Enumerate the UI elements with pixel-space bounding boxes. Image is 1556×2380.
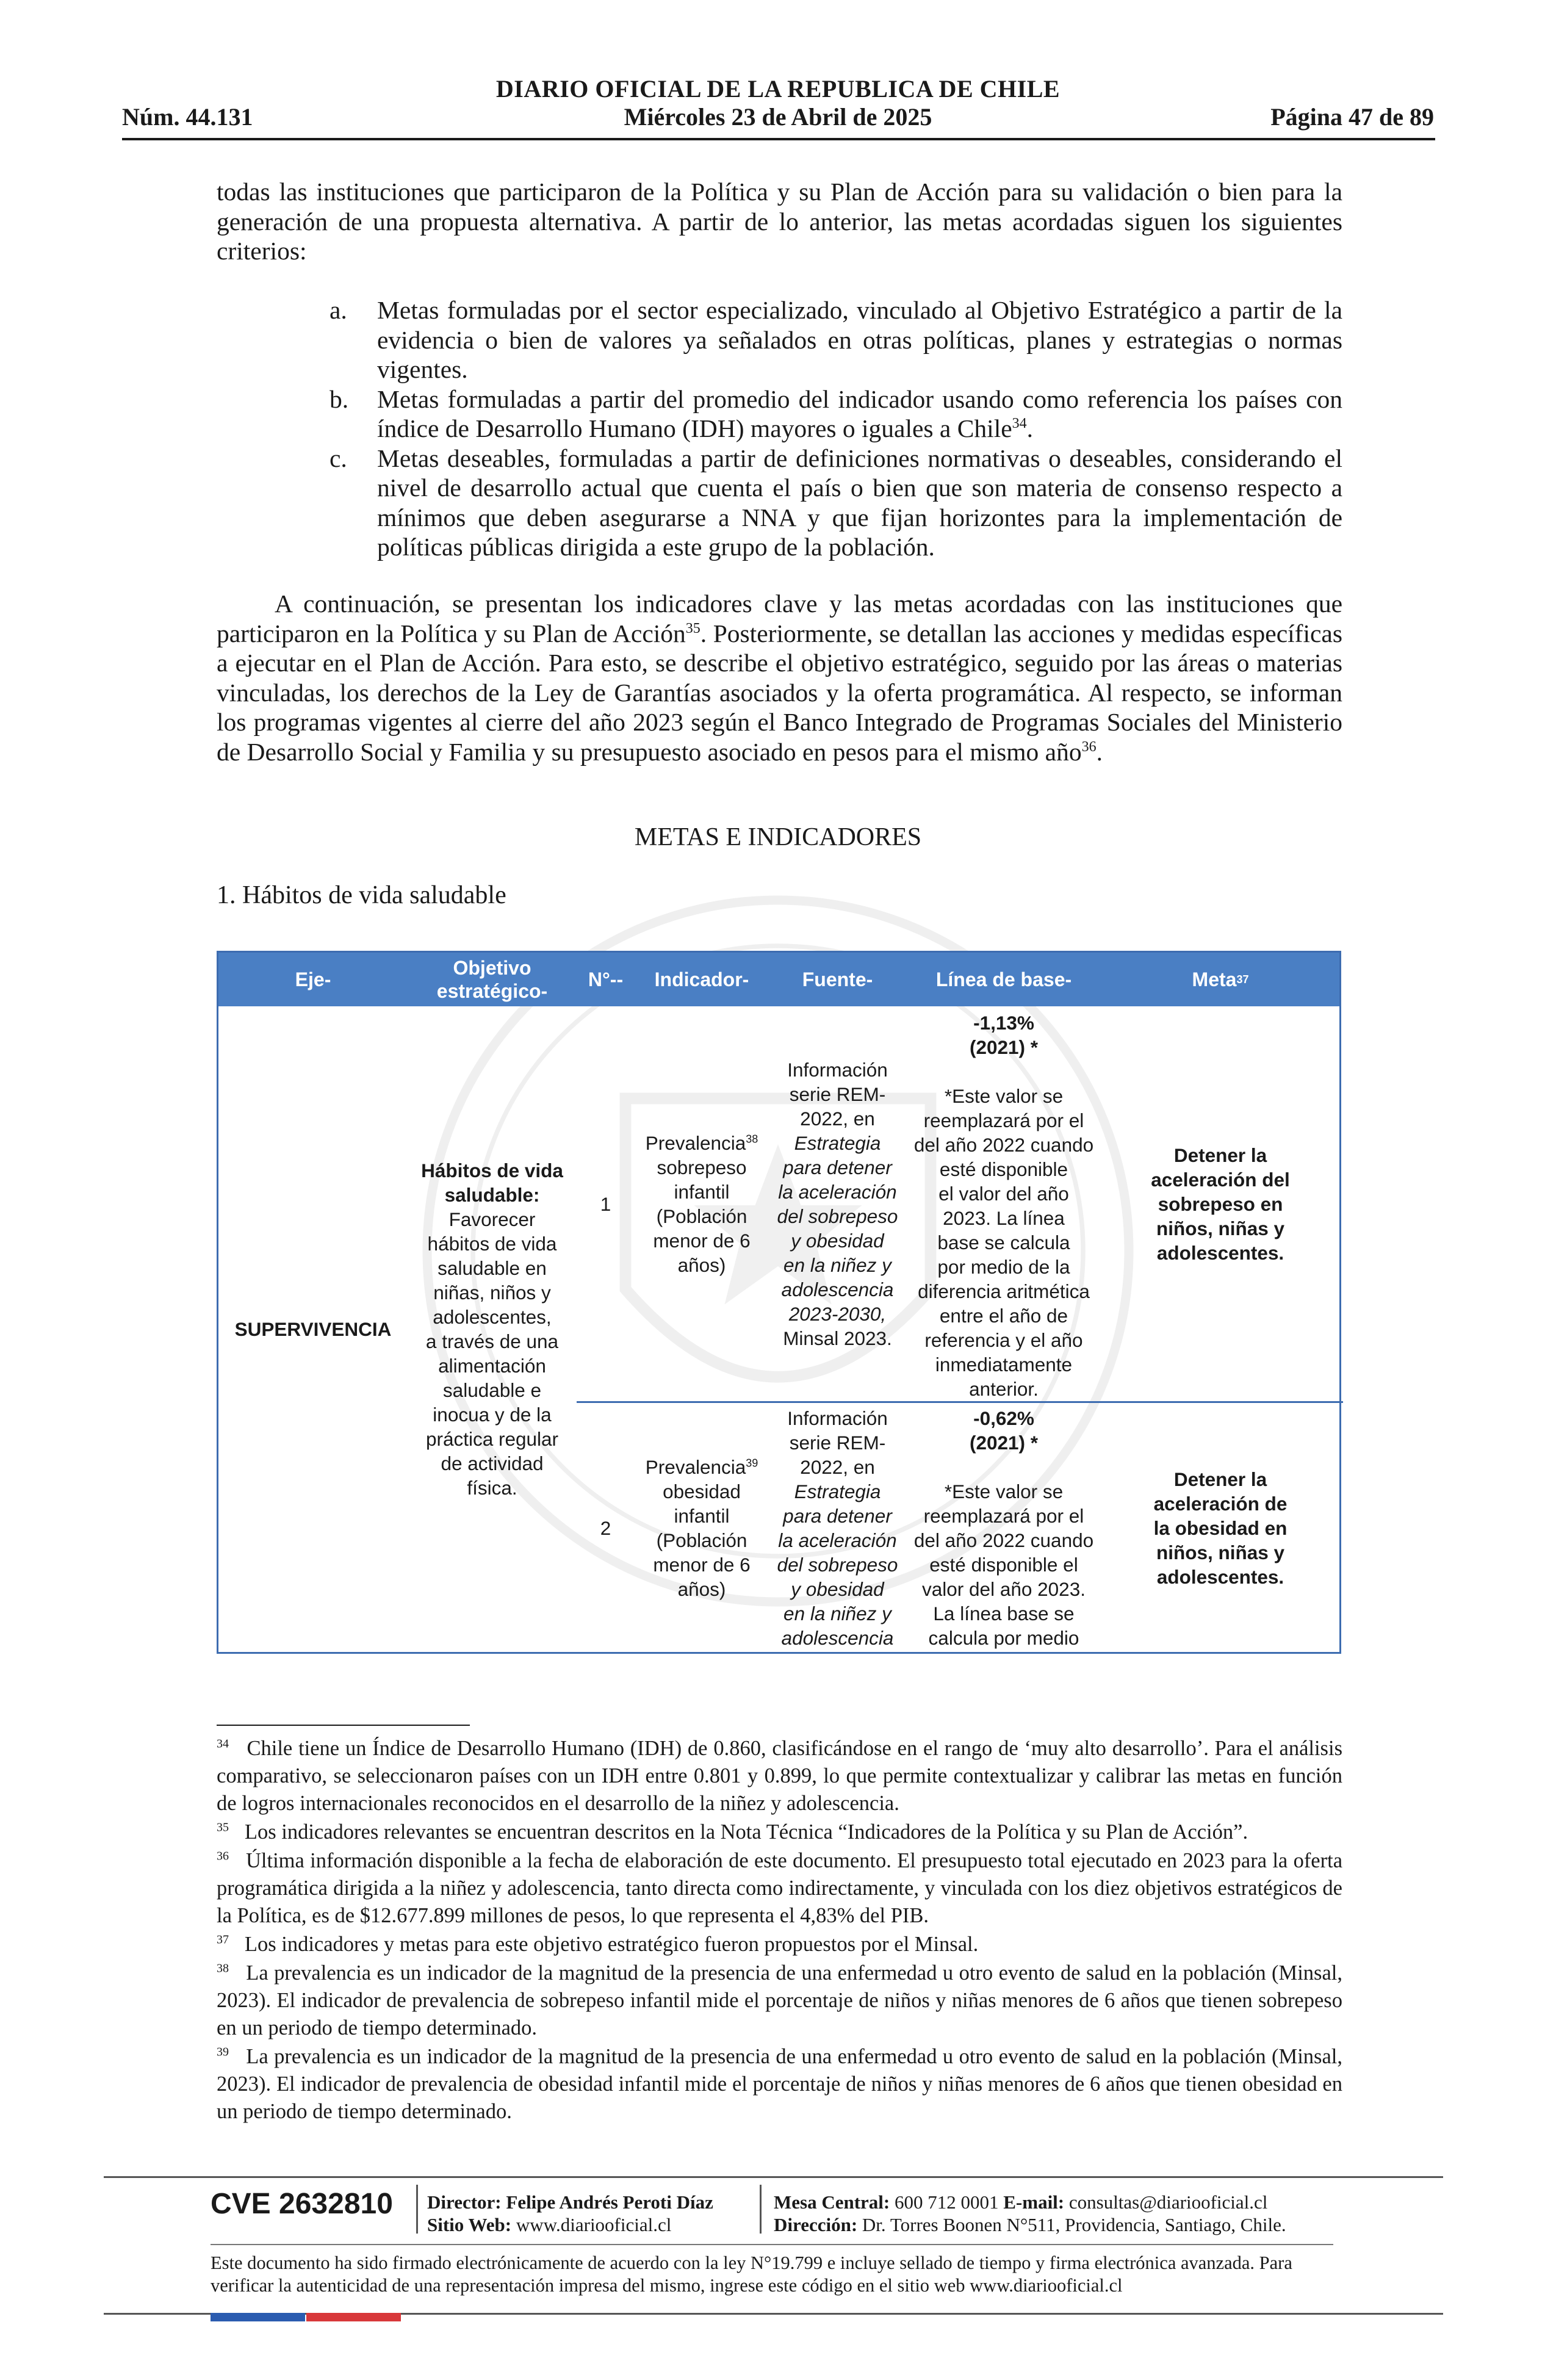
footer-divider: [760, 2185, 762, 2234]
table-header: [218, 953, 1339, 1006]
header-indicador: Indicador-: [654, 968, 749, 990]
footer-contact-block: Mesa Central: 600 712 0001 E-mail: consultas@diariooficial.cl Dirección: Dr. Torres Boonen N°511, Providencia, Santiago, Chile.: [774, 2191, 1286, 2235]
cve-code: CVE 2632810: [211, 2188, 393, 2220]
footnotes: [217, 1735, 1342, 2127]
intro-paragraph: [217, 177, 1342, 266]
row2-meta: Detener la aceleración de la obesidad en niños, niñas y adolescentes.: [1153, 1468, 1288, 1588]
header-meta: Meta 37: [1192, 968, 1249, 990]
row1-num: 1: [600, 1192, 611, 1215]
section-title: METAS E INDICADORES: [634, 823, 922, 851]
cell-objetivo: [408, 1006, 577, 1652]
phone: 600 712 0001: [895, 2191, 999, 2213]
footnote-rule: [217, 1725, 470, 1726]
list-item-text: Metas formuladas a partir del promedio del indicador usando como referencia los países con índice de Desarrollo Humano (IDH) mayores o iguales a Chile: [377, 384, 1342, 442]
row1-fuente: Información serie REM- 2022, en Estrategia para detener la aceleración del sobrepeso y obesidad en la niñez y adolescencia 2023-2030, Minsal 2023.: [777, 1058, 898, 1349]
footer-rule: [104, 2176, 1443, 2178]
director-name: Felipe Andrés Peroti Díaz: [506, 2191, 713, 2213]
objetivo-text: Favorecer hábitos de vida saludable en niñas, niños y adolescentes, a través de una alimentación saludable e inocua y de la práctica regular de actividad física.: [425, 1208, 559, 1499]
header-num: N°--: [588, 968, 624, 990]
list-item: [330, 444, 1342, 562]
list-marker: a.: [330, 296, 347, 324]
criteria-list: [330, 295, 1342, 562]
footnote: $^{34}$ Chile tiene un Índice de Desarrollo Humano (IDH) de 0.860, clasificándose en el rango de ‘muy alto desarrollo’. Para el análisis comparativo, se seleccionaron países con un IDH entre 0.801 y 0.899, lo que permite contextualizar y calibrar las metas en función de logros internacionales reconocidos en el desarrollo de la niñez y adolescencia.: [217, 1737, 1342, 1815]
objetivo-title: Hábitos de vida saludable:: [421, 1159, 563, 1206]
list-item-text: Metas deseables, formuladas a partir de definiciones normativas o deseables, considerando el nivel de desarrollo actual que cuenta el país o bien que son materia de consenso respecto a mínimos que deben asegurarse a NNA y que fijan horizontes para la implementación de políticas públicas dirigida a este grupo de la población.: [377, 444, 1342, 561]
indicators-table: [217, 951, 1341, 1654]
footnote: $^{36}$ Última información disponible a la fecha de elaboración de este documento. El presupuesto total ejecutado en 2023 para la oferta programática dirigida a la niñez y adolescencia, tanto directa como indirectamente, y vinculada con los diez objetivos estratégicos de la Política, es de $12.677.899 millones de pesos, lo que representa el 4,83% del PIB.: [217, 1849, 1343, 1927]
issue-date: Miércoles 23 de Abril de 2025: [624, 103, 932, 131]
subsection-title: 1. Hábitos de vida saludable: [217, 881, 506, 909]
footer-separator: [211, 2244, 1333, 2245]
row1-indicador: Prevalencia$^{38}$ sobrepeso infantil (Población menor de 6 años): [645, 1131, 758, 1276]
footnote: $^{39}$ La prevalencia es un indicador de la magnitud de la presencia de una enfermedad u otro evento de salud en la población (Minsal, 2023). El indicador de prevalencia de obesidad infantil mide el porcentaje de niños y niñas menores de 6 años que tienen obesidad en un periodo de tiempo determinado.: [217, 2045, 1342, 2123]
address: Dr. Torres Boonen N°511, Providencia, Santiago, Chile.: [862, 2214, 1286, 2235]
list-item: [330, 295, 1342, 384]
footnote-ref: 36: [1081, 738, 1097, 755]
row1-meta: Detener la aceleración del sobrepeso en niños, niñas y adolescentes.: [1151, 1144, 1290, 1264]
page-number: Página 47 de 89: [1270, 103, 1434, 131]
paragraph-text: .: [1096, 737, 1103, 766]
flag-stripe-red: [306, 2313, 401, 2321]
header-objetivo: Objetivo estratégico-: [436, 957, 548, 1002]
row2-fuente: Información serie REM- 2022, en Estrategia para detener la aceleración del sobrepeso y obesidad en la niñez y adolescencia: [777, 1407, 898, 1649]
list-item: [330, 384, 1342, 444]
row2-indicador: Prevalencia$^{39}$ obesidad infantil (Población menor de 6 años): [645, 1456, 758, 1600]
flag-stripe-blue: [211, 2313, 305, 2321]
row2-num: 2: [600, 1517, 611, 1539]
footnote: $^{37}$ Los indicadores y metas para este objetivo estratégico fueron propuestos por el Minsal.: [217, 1933, 979, 1956]
cell-eje: SUPERVIVENCIA: [234, 1318, 392, 1340]
footnote: $^{35}$ Los indicadores relevantes se encuentran descritos en la Nota Técnica “Indicadores de la Política y su Plan de Acción”.: [217, 1820, 1248, 1844]
footer-divider: [416, 2185, 418, 2234]
footnote: $^{38}$ La prevalencia es un indicador de la magnitud de la presencia de una enfermedad u otro evento de salud en la población (Minsal, 2023). El indicador de prevalencia de sobrepeso infantil mide el porcentaje de niños y niñas menores de 6 años que tienen sobrepeso en un periodo de tiempo determinado.: [217, 1961, 1342, 2039]
list-item-end: .: [1026, 414, 1034, 442]
list-marker: b.: [330, 384, 349, 413]
footer-director-block: Director: Felipe Andrés Peroti Díaz Sitio Web: www.diariooficial.cl: [427, 2191, 713, 2235]
body-paragraph: [217, 589, 1342, 766]
email-link[interactable]: consultas@diariooficial.cl: [1068, 2191, 1268, 2213]
header-linea: Línea de base-: [935, 968, 1072, 990]
row2-linea-base: -0,62% (2021) * *Este valor se reemplazará por el del año 2022 cuando esté disponible el valor del año 2023. La línea base se calcula por medio: [913, 1407, 1094, 1649]
website-link[interactable]: www.diariooficial.cl: [516, 2214, 672, 2235]
list-item-text: Metas formuladas por el sector especializado, vinculado al Objetivo Estratégico a partir de la evidencia o bien de valores ya señalados en otras políticas, planes y estrategias o normas vigentes.: [377, 296, 1342, 383]
header-fuente: Fuente-: [802, 968, 873, 990]
list-marker: c.: [330, 444, 347, 472]
paragraph-text: . Posteriormente, se detallan las acciones y medidas específicas a ejecutar en el Plan de Acción. Para esto, se describe el objetivo estratégico, seguido por las áreas o materias vinculadas, los derechos de la Ley de Garantías asociados y la oferta programática. Al respecto, se informan los programas vigentes al cierre del año 2023 según el Banco Integrado de Programas Sociales del Ministerio de Desarrollo Social y Familia y su presupuesto asociado en pesos para el mismo año: [217, 619, 1342, 766]
footnote-ref: 34: [1012, 416, 1027, 432]
header-eje: Eje-: [295, 968, 331, 990]
signature-note: Este documento ha sido firmado electrónicamente de acuerdo con la ley N°19.799 e incluye sellado de tiempo y firma electrónica avanzada. Para verificar la autenticidad de una representación impresa del mismo, ingrese este código en el sitio web www.diariooficial.cl: [211, 2252, 1292, 2296]
row1-linea-base: -1,13% (2021) * *Este valor se reemplazará por el del año 2022 cuando esté disponible el valor del año 2023. La línea base se calcula por medio de la diferencia aritmética entre el año de referencia y el año inmediatamente anterior.: [913, 1012, 1094, 1400]
footnote-ref: 35: [685, 620, 701, 636]
paragraph-text: A continuación, se presentan los indicadores clave y las metas acordadas con las instituciones que participaron en la Política y su Plan de Acción: [217, 590, 1342, 647]
intro-text: todas las instituciones que participaron de la Política y su Plan de Acción para su validación o bien para la generación de una propuesta alternativa. A partir de lo anterior, las metas acordadas siguen los siguientes criterios:: [217, 178, 1342, 265]
header-rule: [122, 138, 1435, 140]
gazette-title: DIARIO OFICIAL DE LA REPUBLICA DE CHILE: [495, 75, 1061, 103]
issue-number: Núm. 44.131: [122, 103, 253, 131]
